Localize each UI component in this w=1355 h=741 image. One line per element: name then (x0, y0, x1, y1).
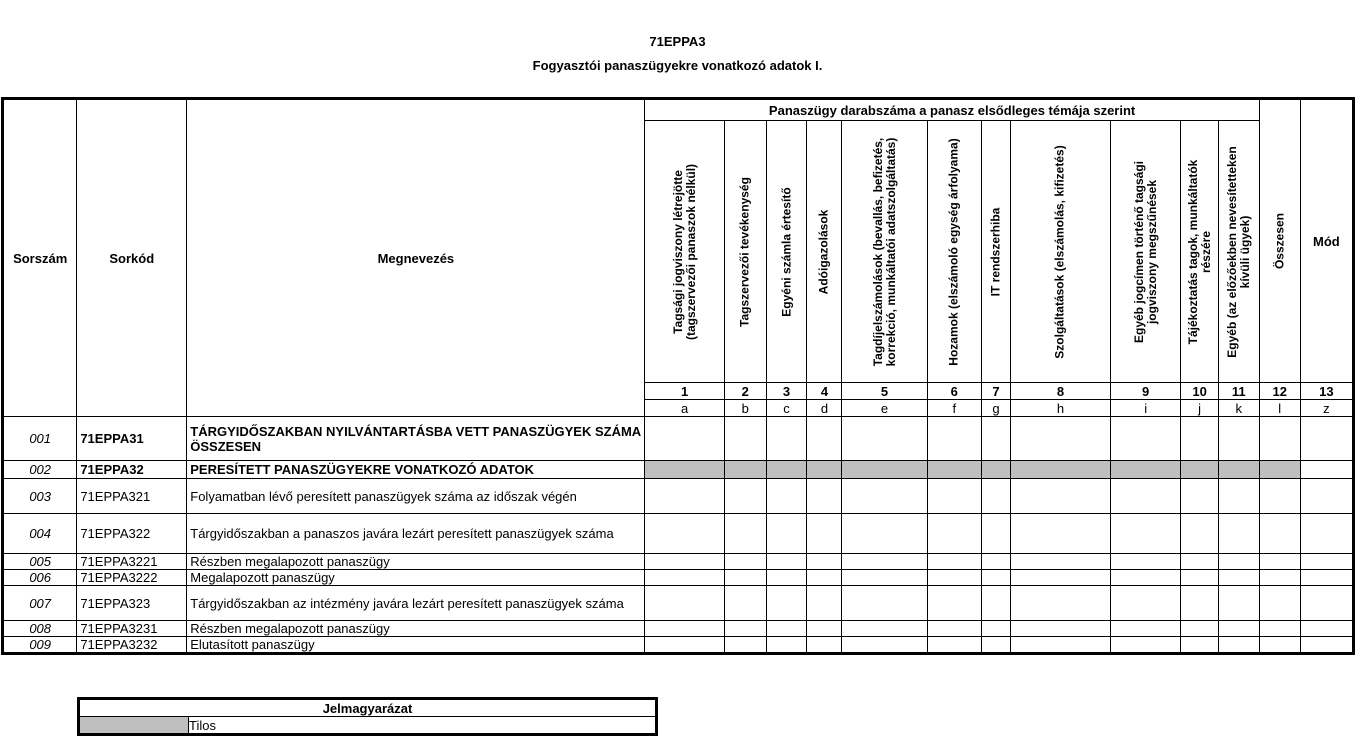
row-megnevezes: Részben megalapozott panaszügy (187, 554, 645, 570)
col-letter: l (1259, 400, 1300, 417)
data-cell[interactable] (927, 479, 981, 514)
header-col-7: IT rendszerhiba (981, 121, 1010, 383)
row-megnevezes: PERESÍTETT PANASZÜGYEKRE VONATKOZÓ ADATOK (187, 461, 645, 479)
data-cell[interactable] (807, 479, 842, 514)
row-sorkod: 71EPPA31 (77, 417, 187, 461)
table-row (3, 461, 1354, 479)
data-cell[interactable] (807, 586, 842, 621)
data-cell[interactable] (766, 554, 807, 570)
data-cell[interactable] (842, 637, 927, 654)
data-cell[interactable] (807, 637, 842, 654)
data-cell[interactable] (1110, 554, 1181, 570)
data-cell[interactable] (1259, 417, 1300, 461)
data-cell[interactable] (724, 514, 766, 554)
data-cell[interactable] (1181, 637, 1218, 654)
data-cell (766, 461, 807, 479)
data-cell[interactable] (766, 586, 807, 621)
col-number: 8 (1011, 383, 1111, 400)
data-cell[interactable] (1300, 479, 1353, 514)
data-cell[interactable] (1110, 586, 1181, 621)
data-cell[interactable] (1259, 637, 1300, 654)
header-col-6: Hozamok (elszámoló egység árfolyama) (927, 121, 981, 383)
data-cell[interactable] (1218, 637, 1259, 654)
data-cell[interactable] (645, 637, 724, 654)
row-sorkod: 71EPPA32 (77, 461, 187, 479)
data-table (1, 97, 1355, 655)
data-cell (927, 461, 981, 479)
data-cell[interactable] (842, 479, 927, 514)
data-cell[interactable] (1181, 417, 1218, 461)
data-cell[interactable] (1011, 417, 1111, 461)
data-cell[interactable] (927, 586, 981, 621)
row-megnevezes: TÁRGYIDŐSZAKBAN NYILVÁNTARTÁSBA VETT PANASZÜGYEK SZÁMA ÖSSZESEN (187, 417, 645, 461)
data-cell[interactable] (927, 554, 981, 570)
row-sorkod: 71EPPA3231 (77, 621, 187, 637)
table-row (3, 417, 1354, 461)
data-cell[interactable] (1011, 554, 1111, 570)
data-cell[interactable] (807, 514, 842, 554)
data-cell[interactable] (1300, 586, 1353, 621)
col-number: 6 (927, 383, 981, 400)
data-cell[interactable] (927, 514, 981, 554)
data-cell (1259, 461, 1300, 479)
col-number: 11 (1218, 383, 1259, 400)
data-cell[interactable] (981, 417, 1010, 461)
row-sorszam: 006 (3, 570, 77, 586)
table-row (3, 479, 1354, 514)
data-cell[interactable] (766, 479, 807, 514)
data-cell[interactable] (1181, 514, 1218, 554)
data-cell (1011, 461, 1111, 479)
data-cell[interactable] (724, 417, 766, 461)
col-letter: k (1218, 400, 1259, 417)
data-cell[interactable] (981, 621, 1010, 637)
data-cell[interactable] (981, 637, 1010, 654)
data-cell[interactable] (842, 586, 927, 621)
header-col-9: Egyéb jogcímen történő tagsági jogviszony megszűnések (1110, 121, 1181, 383)
data-cell[interactable] (927, 570, 981, 586)
data-cell[interactable] (1259, 514, 1300, 554)
data-cell[interactable] (1011, 570, 1111, 586)
data-cell[interactable] (1300, 461, 1353, 479)
data-cell (645, 461, 724, 479)
col-letter: c (766, 400, 807, 417)
data-cell[interactable] (1181, 570, 1218, 586)
data-cell[interactable] (981, 586, 1010, 621)
data-cell[interactable] (724, 586, 766, 621)
data-cell (807, 461, 842, 479)
col-letter: z (1300, 400, 1353, 417)
data-cell[interactable] (1300, 554, 1353, 570)
row-sorszam: 004 (3, 514, 77, 554)
row-sorkod: 71EPPA322 (77, 514, 187, 554)
data-cell[interactable] (724, 570, 766, 586)
form-code-title: 71EPPA3 (649, 34, 706, 49)
data-cell[interactable] (842, 621, 927, 637)
data-cell[interactable] (842, 417, 927, 461)
data-cell[interactable] (645, 554, 724, 570)
data-cell[interactable] (1110, 637, 1181, 654)
data-cell[interactable] (1110, 417, 1181, 461)
data-cell[interactable] (1181, 621, 1218, 637)
data-cell[interactable] (1110, 479, 1181, 514)
col-number: 13 (1300, 383, 1353, 400)
data-cell[interactable] (1259, 479, 1300, 514)
row-sorszam: 008 (3, 621, 77, 637)
header-sorszam: Sorszám (3, 99, 77, 417)
data-cell[interactable] (1110, 621, 1181, 637)
header-col-4: Adóigazolások (807, 121, 842, 383)
col-letter: i (1110, 400, 1181, 417)
data-cell[interactable] (724, 621, 766, 637)
data-cell (1218, 461, 1259, 479)
data-cell[interactable] (1218, 554, 1259, 570)
data-cell[interactable] (766, 621, 807, 637)
col-letter: e (842, 400, 927, 417)
header-megnevezes: Megnevezés (187, 99, 645, 417)
data-cell[interactable] (1110, 514, 1181, 554)
legend-swatch (79, 717, 189, 735)
table-row (3, 621, 1354, 637)
data-cell[interactable] (645, 586, 724, 621)
header-col-5: Tagdíjelszámolások (bevallás, befizetés, korrekció, munkáltatói adatszolgáltatás) (842, 121, 927, 383)
row-sorszam: 003 (3, 479, 77, 514)
data-cell[interactable] (766, 570, 807, 586)
form-subtitle: Fogyasztói panaszügyekre vonatkozó adatok I. (532, 58, 823, 73)
data-cell[interactable] (645, 570, 724, 586)
data-cell[interactable] (1218, 570, 1259, 586)
data-cell[interactable] (645, 621, 724, 637)
col-letter: j (1181, 400, 1218, 417)
col-letter: d (807, 400, 842, 417)
data-cell[interactable] (1218, 479, 1259, 514)
row-megnevezes: Elutasított panaszügy (187, 637, 645, 654)
header-col-10: Tájékoztatás tagok, munkáltatók részére (1181, 121, 1218, 383)
row-megnevezes: Tárgyidőszakban az intézmény javára lezárt peresített panaszügyek száma (187, 586, 645, 621)
data-cell[interactable] (1181, 586, 1218, 621)
row-megnevezes: Részben megalapozott panaszügy (187, 621, 645, 637)
data-cell[interactable] (1181, 554, 1218, 570)
data-cell[interactable] (1218, 586, 1259, 621)
data-cell[interactable] (1300, 570, 1353, 586)
header-col-8: Szolgáltatások (elszámolás, kifizetés) (1011, 121, 1111, 383)
data-cell (981, 461, 1010, 479)
header-group: Panaszügy darabszáma a panasz elsődleges témája szerint (645, 99, 1259, 121)
data-cell (842, 461, 927, 479)
data-cell[interactable] (1259, 586, 1300, 621)
data-cell[interactable] (842, 554, 927, 570)
col-number: 1 (645, 383, 724, 400)
table-row (3, 554, 1354, 570)
col-number: 3 (766, 383, 807, 400)
col-number: 2 (724, 383, 766, 400)
row-sorszam: 002 (3, 461, 77, 479)
table-row (3, 637, 1354, 654)
header-col-2: Tagszervezői tevékenység (724, 121, 766, 383)
data-cell (1110, 461, 1181, 479)
row-sorszam: 005 (3, 554, 77, 570)
data-cell[interactable] (645, 514, 724, 554)
data-cell[interactable] (645, 479, 724, 514)
legend-table (77, 697, 658, 736)
data-cell[interactable] (1259, 621, 1300, 637)
table-row (3, 514, 1354, 554)
data-cell[interactable] (1300, 621, 1353, 637)
data-cell[interactable] (1218, 417, 1259, 461)
data-cell[interactable] (1011, 514, 1111, 554)
data-cell[interactable] (724, 637, 766, 654)
header-mod: Mód (1300, 99, 1353, 383)
data-cell[interactable] (1300, 417, 1353, 461)
data-cell[interactable] (842, 570, 927, 586)
data-cell[interactable] (1011, 479, 1111, 514)
col-letter: a (645, 400, 724, 417)
header-osszesen: Összesen (1259, 99, 1300, 383)
data-cell[interactable] (1300, 637, 1353, 654)
data-cell[interactable] (981, 554, 1010, 570)
data-cell[interactable] (927, 621, 981, 637)
data-cell[interactable] (807, 570, 842, 586)
data-cell[interactable] (645, 417, 724, 461)
legend-item: Tilos (189, 717, 657, 735)
data-cell[interactable] (981, 570, 1010, 586)
data-cell[interactable] (1011, 621, 1111, 637)
data-cell[interactable] (1218, 514, 1259, 554)
row-megnevezes: Megalapozott panaszügy (187, 570, 645, 586)
row-sorkod: 71EPPA3221 (77, 554, 187, 570)
data-cell[interactable] (1300, 514, 1353, 554)
col-number: 12 (1259, 383, 1300, 400)
table-row (3, 586, 1354, 621)
col-letter: h (1011, 400, 1111, 417)
row-sorkod: 71EPPA3222 (77, 570, 187, 586)
col-number: 9 (1110, 383, 1181, 400)
col-number: 5 (842, 383, 927, 400)
data-cell[interactable] (1259, 554, 1300, 570)
data-cell[interactable] (766, 514, 807, 554)
row-sorkod: 71EPPA3232 (77, 637, 187, 654)
data-cell[interactable] (1181, 479, 1218, 514)
data-cell[interactable] (807, 621, 842, 637)
data-cell[interactable] (1259, 570, 1300, 586)
header-col-1: Tagsági jogviszony létrejötte (tagszervezői panaszok nélkül) (645, 121, 724, 383)
row-sorkod: 71EPPA323 (77, 586, 187, 621)
data-cell[interactable] (807, 417, 842, 461)
row-megnevezes: Tárgyidőszakban a panaszos javára lezárt peresített panaszügyek száma (187, 514, 645, 554)
data-cell[interactable] (766, 417, 807, 461)
data-cell[interactable] (842, 514, 927, 554)
col-number: 4 (807, 383, 842, 400)
col-number: 7 (981, 383, 1010, 400)
data-cell[interactable] (1011, 586, 1111, 621)
legend-title: Jelmagyarázat (79, 699, 657, 717)
table-row (3, 570, 1354, 586)
row-sorszam: 001 (3, 417, 77, 461)
row-megnevezes: Folyamatban lévő peresített panaszügyek száma az időszak végén (187, 479, 645, 514)
data-cell[interactable] (981, 514, 1010, 554)
data-cell[interactable] (724, 479, 766, 514)
col-letter: g (981, 400, 1010, 417)
data-cell (1181, 461, 1218, 479)
data-cell[interactable] (1218, 621, 1259, 637)
data-cell[interactable] (1011, 637, 1111, 654)
data-cell (724, 461, 766, 479)
row-sorszam: 009 (3, 637, 77, 654)
data-cell[interactable] (927, 417, 981, 461)
data-cell[interactable] (807, 554, 842, 570)
col-number: 10 (1181, 383, 1218, 400)
data-cell[interactable] (766, 637, 807, 654)
row-sorszam: 007 (3, 586, 77, 621)
col-letter: f (927, 400, 981, 417)
data-cell[interactable] (927, 637, 981, 654)
data-cell[interactable] (724, 554, 766, 570)
col-letter: b (724, 400, 766, 417)
data-cell[interactable] (1110, 570, 1181, 586)
data-cell[interactable] (981, 479, 1010, 514)
header-col-3: Egyéni számla értesítő (766, 121, 807, 383)
header-sorkod: Sorkód (77, 99, 187, 417)
header-col-11: Egyéb (az előzőekben nevesítetteken kívüli ügyek) (1218, 121, 1259, 383)
row-sorkod: 71EPPA321 (77, 479, 187, 514)
